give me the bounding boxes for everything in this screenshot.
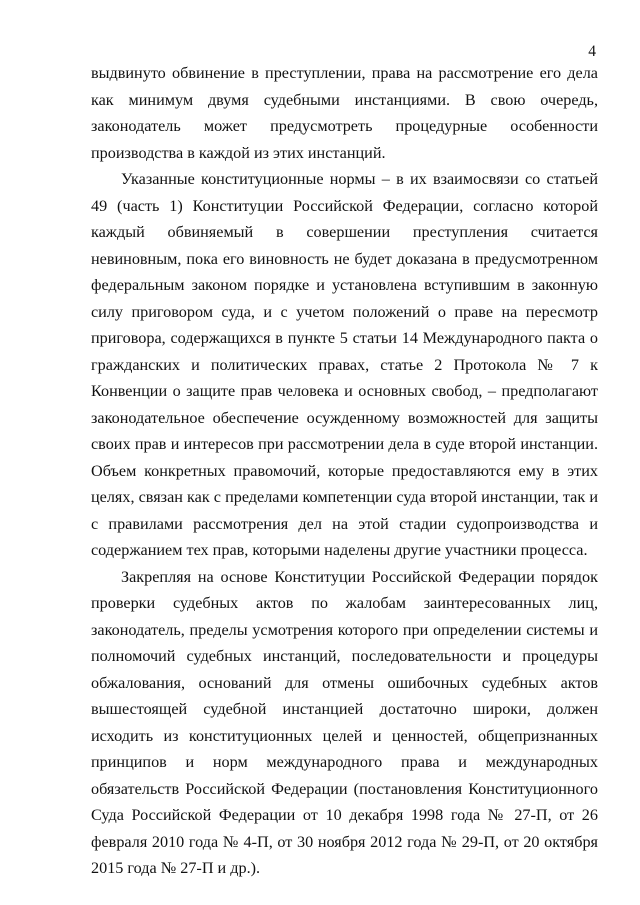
paragraph-2: Указанные конституционные нормы – в их взаимосвязи со статьей 49 (часть 1) Конституции Российской Федерации, согласно которой каждый обвиняемый в совершении преступления считается невиновным, пока его виновность не будет доказана в предусмотренном федеральным законом порядке и установлена вступившим в законную силу приговором суда, и с учетом положений о праве на пересмотр приговора, содержащихся в пункте 5 статьи 14 Международного пакта о гражданских и политических правах, статье 2 Протокола № 7 к Конвенции о защите прав человека и основных свобод, – предполагают законодательное обеспечение осужденному возможностей для защиты своих прав и интересов при рассмотрении дела в суде второй инстанции. Объем конкретных правомочий, которые предоставляются ему в этих целях, связан как с пределами компетенции суда второй инстанции, так и с правилами рассмотрения дел на этой стадии судопроизводства и содержанием тех прав, которыми наделены другие участники процесса. (91, 170, 598, 559)
document-body (91, 60, 598, 882)
paragraph-1: выдвинуто обвинение в преступлении, права на рассмотрение его дела как минимум двумя судебными инстанциями. В свою очередь, законодатель может предусмотреть процедурные особенности производства в каждой из этих инстанций. (91, 64, 598, 162)
paragraph-3: Закрепляя на основе Конституции Российской Федерации порядок проверки судебных актов по жалобам заинтересованных лиц, законодатель, пределы усмотрения которого при определении системы и полномочий судебных инстанций, последовательности и процедуры обжалования, оснований для отмены ошибочных судебных актов вышестоящей судебной инстанцией достаточно широки, должен исходить из конституционных целей и ценностей, общепризнанных принципов и норм международного права и международных обязательств Российской Федерации (постановления Конституционного Суда Российской Федерации от 10 декабря 1998 года № 27-П, от 26 февраля 2010 года № 4-П, от 30 ноября 2012 года № 29-П, от 20 октября 2015 года № 27-П и др.). (91, 567, 598, 877)
page-number: 4 (588, 43, 596, 60)
